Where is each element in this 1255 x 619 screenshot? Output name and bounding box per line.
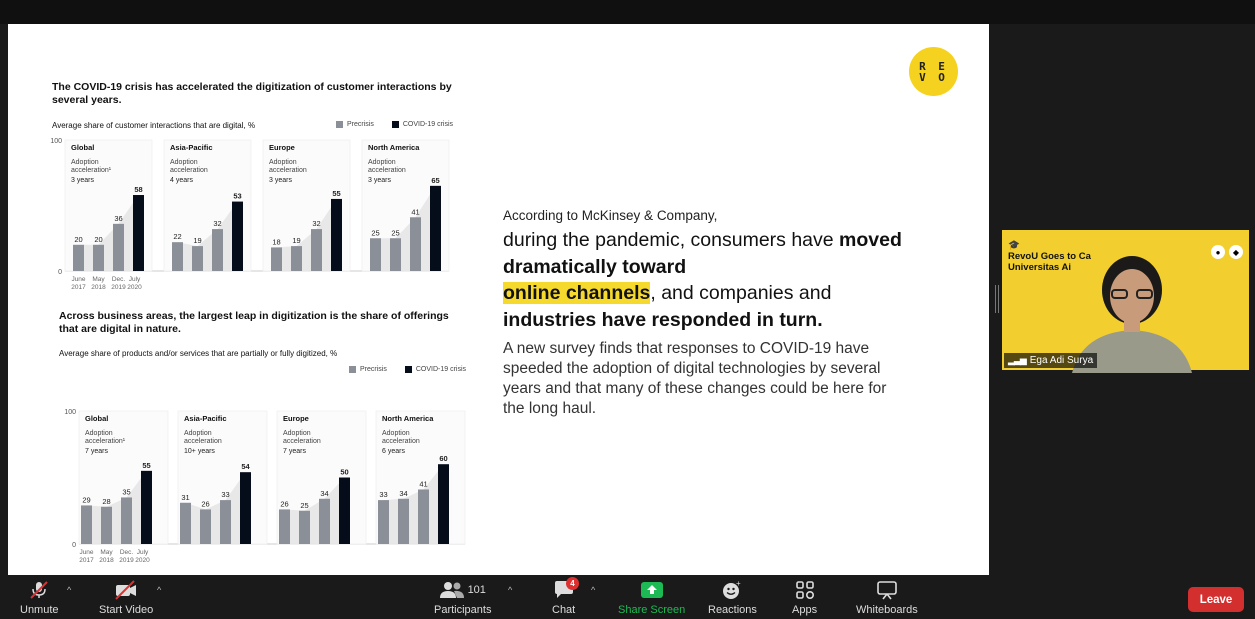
chart1-subtitle: Average share of customer interactions that are digital, % <box>52 121 256 130</box>
panel-note: acceleration <box>184 438 222 445</box>
bar-covid <box>430 186 441 271</box>
muted-microphone-icon <box>28 579 50 601</box>
x-tick-label: June <box>79 549 94 556</box>
bar-precrisis <box>121 497 132 544</box>
panel-note: Adoption <box>184 430 212 437</box>
signal-bars-icon: ▂▃▅ <box>1008 355 1026 365</box>
panel-note: acceleration <box>269 167 307 174</box>
bar-value-label: 20 <box>74 234 83 244</box>
reactions-label: Reactions <box>708 604 757 616</box>
bar-value-label: 33 <box>221 490 230 500</box>
participants-icon <box>440 579 486 601</box>
quote-highlight: online channels <box>503 282 651 304</box>
chart2-legend <box>349 366 466 373</box>
panel-note: 3 years <box>71 177 94 184</box>
x-tick-label: July <box>128 276 141 283</box>
bar-value-label: 18 <box>272 237 281 247</box>
quote-part1: during the pandemic, consumers have <box>503 229 840 251</box>
chart1-title: The COVID-19 crisis has accelerated the digitization of customer interactions by several years. <box>52 81 452 106</box>
quote-bold2: industries have responded in turn. <box>503 308 823 331</box>
bar-covid <box>339 478 350 545</box>
bar-precrisis <box>370 238 381 271</box>
legend-covid-swatch <box>405 366 412 373</box>
legend-precrisis-label: Precrisis <box>347 121 374 128</box>
bar-precrisis <box>212 229 223 271</box>
bar-precrisis <box>220 500 231 544</box>
bar-covid <box>331 199 342 271</box>
panel-note: acceleration¹ <box>71 167 112 174</box>
bar-precrisis <box>319 499 330 544</box>
x-tick-label: 2020 <box>127 284 142 291</box>
apps-button[interactable] <box>792 579 817 616</box>
bar-covid <box>141 471 152 544</box>
bar-covid <box>240 472 251 544</box>
audio-options-caret[interactable]: ^ <box>67 585 72 595</box>
graduation-cap-icon: 🎓 <box>1008 240 1020 251</box>
x-tick-label: July <box>136 549 149 556</box>
bar-value-label: 41 <box>411 207 420 217</box>
panel-note: acceleration <box>382 438 420 445</box>
panel-note: acceleration <box>170 167 208 174</box>
bar-value-label: 25 <box>371 228 380 238</box>
chart2-title: Across business areas, the largest leap in digitization is the share of offerings that are digital in nature. <box>59 310 449 335</box>
legend-covid-label: COVID-19 crisis <box>402 121 454 128</box>
shared-screen <box>8 24 989 575</box>
panel-title: Global <box>85 414 109 423</box>
bar-covid <box>232 202 243 271</box>
panel-title: North America <box>368 143 420 152</box>
panel-note: acceleration <box>368 167 406 174</box>
bar-precrisis <box>192 246 203 271</box>
x-tick-label: Dec. <box>111 276 126 283</box>
panel-title: North America <box>382 414 434 423</box>
bar-value-label: 19 <box>292 236 301 246</box>
x-tick-label: 2017 <box>71 284 86 291</box>
panel-note: 7 years <box>85 448 108 455</box>
bar-value-label: 31 <box>181 492 190 502</box>
bar-value-label: 35 <box>122 487 131 497</box>
bar-value-label: 34 <box>320 488 329 498</box>
bar-value-label: 19 <box>193 236 202 246</box>
y-tick-label: 100 <box>50 138 62 145</box>
bar-value-label: 25 <box>300 500 309 510</box>
bar-value-label: 25 <box>391 228 400 238</box>
bar-value-label: 54 <box>241 462 250 472</box>
bar-value-label: 32 <box>213 219 222 229</box>
panel-note: 6 years <box>382 448 405 455</box>
shield-icon: ◆ <box>1229 245 1243 259</box>
panel-title: Asia-Pacific <box>184 414 227 423</box>
y-tick-label: 0 <box>72 542 76 549</box>
bar-precrisis <box>113 224 124 271</box>
quote-block <box>503 208 923 419</box>
chat-unread-badge: 4 <box>566 577 579 590</box>
video-overlay-title: 🎓 RevoU Goes to Ca Universitas Ai <box>1008 240 1091 273</box>
x-tick-label: 2017 <box>79 557 94 564</box>
quote-body: A new survey finds that responses to COVID-19 have speeded the adoption of digital technologies by several years and that many of these changes could be here for the long haul. <box>503 340 887 417</box>
panel-note: Adoption <box>85 430 113 437</box>
panel-note: Adoption <box>368 159 396 166</box>
x-tick-label: 2019 <box>119 557 134 564</box>
bar-value-label: 58 <box>134 185 143 195</box>
participant-name-label: ▂▃▅ Ega Adi Surya <box>1004 353 1097 368</box>
bar-value-label: 41 <box>419 479 428 489</box>
x-tick-label: 2020 <box>135 557 150 564</box>
bar-precrisis <box>271 247 282 271</box>
panel-note: 10+ years <box>184 448 215 455</box>
y-tick-label: 0 <box>58 269 62 276</box>
apps-label: Apps <box>792 604 818 616</box>
chat-label: Chat <box>552 604 576 616</box>
bar-precrisis <box>200 509 211 544</box>
start-video-label: Start Video <box>99 604 154 616</box>
video-options-caret[interactable]: ^ <box>157 585 162 595</box>
bar-value-label: 26 <box>201 499 210 509</box>
bar-precrisis <box>311 229 322 271</box>
bar-covid <box>438 464 449 544</box>
bar-precrisis <box>418 489 429 544</box>
bar-precrisis <box>81 505 92 544</box>
panel-note: Adoption <box>283 430 311 437</box>
revou-logo-text: R E V O <box>919 59 948 84</box>
panel-note: acceleration¹ <box>85 438 126 445</box>
unmute-label: Unmute <box>20 604 59 616</box>
panel-title: Global <box>71 143 95 152</box>
reactions-smiley-icon <box>721 579 743 601</box>
panel-note: Adoption <box>269 159 297 166</box>
bar-value-label: 22 <box>173 232 182 242</box>
panel-note: acceleration <box>283 438 321 445</box>
legend-precrisis-swatch <box>336 121 343 128</box>
bar-value-label: 60 <box>439 454 448 464</box>
quote-main <box>503 227 923 333</box>
bar-value-label: 29 <box>82 495 91 505</box>
bar-covid <box>133 195 144 271</box>
bar-precrisis <box>291 246 302 271</box>
x-tick-label: 2019 <box>111 284 126 291</box>
x-tick-label: May <box>100 549 113 556</box>
bar-value-label: 33 <box>379 490 388 500</box>
whiteboards-button[interactable] <box>856 579 918 616</box>
chart2-svg <box>46 378 466 564</box>
bar-value-label: 55 <box>142 460 151 470</box>
x-tick-label: June <box>71 276 86 283</box>
quote-part2: , and companies and <box>650 282 832 304</box>
meeting-toolbar <box>0 575 1255 619</box>
quote-intro: According to McKinsey & Company, <box>503 208 718 223</box>
video-overlay-icons <box>1211 245 1243 259</box>
legend-covid-swatch <box>392 121 399 128</box>
unmute-button[interactable] <box>20 579 59 616</box>
whiteboard-icon <box>876 579 898 601</box>
panel-note: Adoption <box>170 159 198 166</box>
share-screen-icon <box>640 579 664 601</box>
legend-covid-label: COVID-19 crisis <box>415 366 467 373</box>
reactions-button[interactable] <box>708 579 757 616</box>
bar-precrisis <box>93 245 104 271</box>
leave-button[interactable]: Leave <box>1188 587 1244 612</box>
svg-text:+: + <box>736 579 742 588</box>
participants-button[interactable] <box>434 579 491 616</box>
bar-value-label: 20 <box>94 234 103 244</box>
chart1-svg <box>33 132 453 297</box>
bar-precrisis <box>410 217 421 271</box>
panel-note: 4 years <box>170 177 193 184</box>
bar-value-label: 32 <box>312 219 321 229</box>
x-tick-label: 2018 <box>91 284 106 291</box>
participant-video-tile[interactable] <box>1002 230 1249 370</box>
quote-bold1: moved dramatically toward <box>503 229 902 278</box>
bar-value-label: 26 <box>280 499 289 509</box>
participants-options-caret[interactable]: ^ <box>508 585 513 595</box>
chart1-legend <box>336 121 453 128</box>
chart2-subtitle: Average share of products and/or services that are partially or fully digitized, % <box>59 349 338 358</box>
start-video-button[interactable] <box>99 579 153 616</box>
participants-label: Participants <box>434 604 492 616</box>
panel-note: 3 years <box>269 177 292 184</box>
bar-precrisis <box>398 499 409 544</box>
revou-logo <box>909 47 958 96</box>
bar-precrisis <box>390 238 401 271</box>
panel-resize-handle[interactable] <box>995 285 999 313</box>
chat-options-caret[interactable]: ^ <box>591 585 596 595</box>
share-screen-label: Share Screen <box>618 604 686 616</box>
video-off-icon <box>113 579 139 601</box>
whiteboards-label: Whiteboards <box>856 604 918 616</box>
partner-logo-icon: ● <box>1211 245 1225 259</box>
bar-precrisis <box>299 511 310 544</box>
panel-note: Adoption <box>382 430 410 437</box>
bar-precrisis <box>73 245 84 271</box>
bar-precrisis <box>279 509 290 544</box>
bar-value-label: 50 <box>340 467 349 477</box>
top-bar <box>0 0 1255 24</box>
apps-icon <box>794 579 816 601</box>
bar-precrisis <box>378 500 389 544</box>
legend-precrisis-swatch <box>349 366 356 373</box>
panel-title: Europe <box>283 414 309 423</box>
bar-precrisis <box>101 507 112 544</box>
y-tick-label: 100 <box>64 409 76 416</box>
bar-precrisis <box>180 503 191 544</box>
legend-precrisis-label: Precrisis <box>360 366 387 373</box>
participants-count: 101 <box>467 584 486 596</box>
panel-note: 3 years <box>368 177 391 184</box>
bar-value-label: 65 <box>431 175 440 185</box>
x-tick-label: Dec. <box>119 549 134 556</box>
bar-value-label: 34 <box>399 488 408 498</box>
bar-value-label: 28 <box>102 496 111 506</box>
panel-note: Adoption <box>71 159 99 166</box>
panel-title: Europe <box>269 143 295 152</box>
x-tick-label: 2018 <box>99 557 114 564</box>
bar-value-label: 55 <box>332 188 341 198</box>
bar-value-label: 36 <box>114 213 123 223</box>
share-screen-button[interactable] <box>618 579 685 616</box>
bar-precrisis <box>172 242 183 271</box>
x-tick-label: May <box>92 276 105 283</box>
bar-value-label: 53 <box>233 191 242 201</box>
panel-note: 7 years <box>283 448 306 455</box>
panel-title: Asia-Pacific <box>170 143 213 152</box>
